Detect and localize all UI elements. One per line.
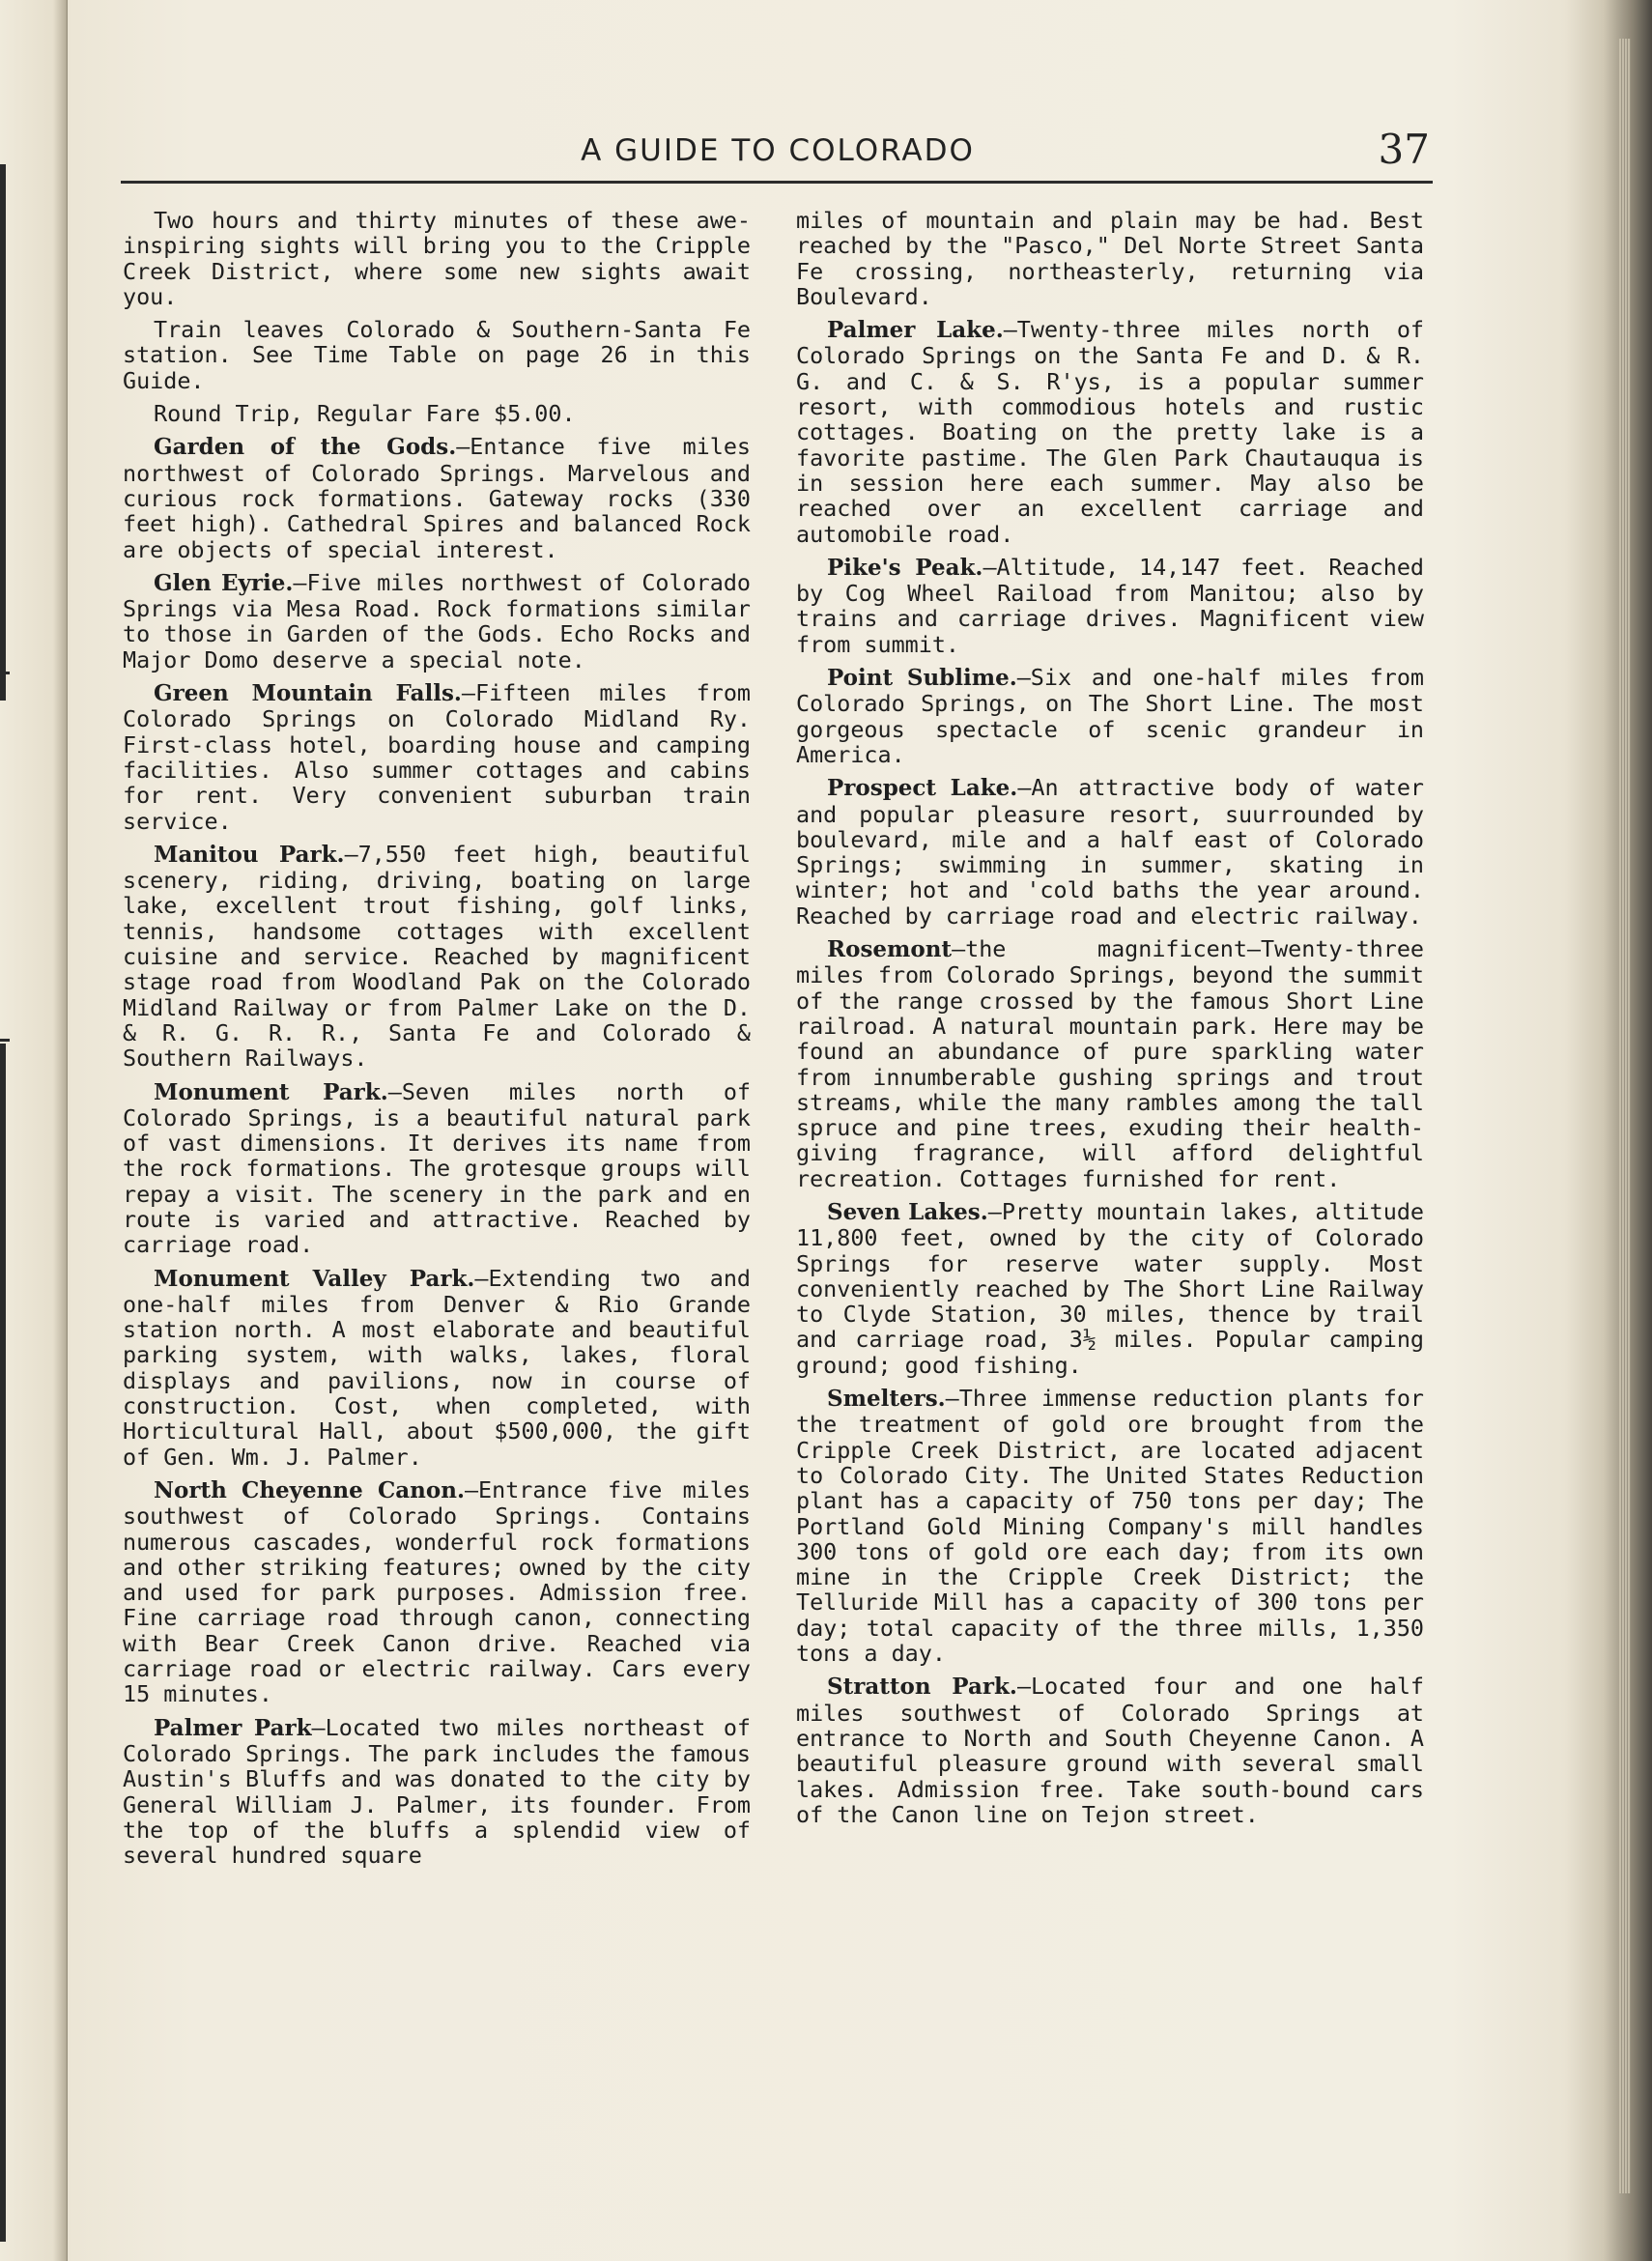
previous-page-tick xyxy=(0,1039,10,1042)
entry-text: Two hours and thirty minutes of these awe-inspiring sights will bring you to the Cripple Creek District, where some new sights await you. xyxy=(123,207,751,310)
entry-text: —Extending two and one-half miles from Denver & Rio Grande station north. A most elaborate and beautiful parking system, with walks, lakes, floral displays and pavilions, now in course of construction. Cost, when completed, with Horticultural Hall, about $500,000, the gift of Gen. Wm. J. Palmer. xyxy=(123,1264,751,1471)
right-column xyxy=(796,208,1424,1835)
entry-text: —Seven miles north of Colorado Springs, is a beautiful natural park of vast dimensions. It derives its name from the rock formations. The grotesque groups will repay a visit. The scenery in the park and en route is varied and attractive. Reached by carriage road. xyxy=(123,1077,751,1259)
guide-entry xyxy=(796,208,1424,309)
entry-heading: Manitou Park. xyxy=(154,841,345,868)
entry-heading: Palmer Park xyxy=(154,1714,312,1741)
entry-text: miles of mountain and plain may be had. Best reached by the "Pasco," Del Norte Street Santa Fe crossing, northeasterly, returning via Boulevard. xyxy=(796,207,1424,310)
guide-entry xyxy=(796,1674,1424,1827)
entry-text: Round Trip, Regular Fare $5.00. xyxy=(154,400,576,428)
entry-text: —the magnificent—Twenty-three miles from Colorado Springs, beyond the summit of the range crossed by the famous Short Line railroad. A natural mountain park. Here may be found an abundance of pure sparkling water from innumberable gushing springs and trout streams, while the many rambles among the tall spruce and pine trees, exuding their health-giving fragrance, will afford delightful recreation. Cottages furnished for rent. xyxy=(796,935,1424,1192)
guide-entry xyxy=(123,1266,751,1470)
guide-entry xyxy=(123,401,751,426)
entry-text: —Entrance five miles southwest of Colorado Springs. Contains numerous cascades, wonderful rock formations and other striking features; owned by the city and used for park purposes. Admission free. Fine carriage road through canon, connecting with Bear Creek Canon drive. Reached via carriage road or electric railway. Cars every 15 minutes. xyxy=(123,1475,751,1708)
page-stack-edge xyxy=(1619,39,1631,2193)
entry-heading: Point Sublime. xyxy=(827,665,1017,692)
entry-heading: North Cheyenne Canon. xyxy=(154,1476,465,1503)
entry-heading: Stratton Park. xyxy=(827,1674,1017,1701)
guide-entry xyxy=(796,317,1424,547)
entry-text: —Pretty mountain lakes, altitude 11,800 feet, owned by the city of Colorado Springs for reserve water supply. Most conveniently reached by The Short Line Railway to Clyde Station, 30 miles, thence by trail and carriage road, 3½ miles. Popular camping ground; good fishing. xyxy=(796,1197,1424,1379)
entry-text: —Altitude, 14,147 feet. Reached by Cog Wheel Raiload from Manitou; also by trains and carriage drives. Magnificent view from summit. xyxy=(796,553,1424,658)
guide-entry xyxy=(796,1199,1424,1378)
previous-page-rule xyxy=(0,164,6,701)
guide-entry xyxy=(123,1079,751,1258)
guide-entry xyxy=(123,570,751,673)
left-column xyxy=(123,208,751,1875)
entry-heading: Prospect Lake. xyxy=(827,775,1018,802)
entry-text: —Fifteen miles from Colorado Springs on Colorado Midland Ry. First-class hotel, boarding house and camping facilities. Also summer cottages and cabins for rent. Very convenient suburban train service. xyxy=(123,679,751,835)
header-rule xyxy=(121,181,1433,184)
entry-heading: Palmer Lake. xyxy=(827,317,1004,344)
guide-entry xyxy=(123,317,751,393)
entry-text: —Entance five miles northwest of Colorado Springs. Marvelous and curious rock formations. Gateway rocks (330 feet high). Cathedral Spires and balanced Rock are objects of special interest. xyxy=(123,433,751,563)
guide-entry xyxy=(123,208,751,309)
guide-entry xyxy=(796,555,1424,657)
entry-heading: Monument Park. xyxy=(154,1078,388,1105)
guide-entry xyxy=(123,434,751,561)
entry-heading: Smelters. xyxy=(827,1386,946,1413)
previous-page-edge xyxy=(0,0,68,2261)
entry-text: —Located four and one half miles southwest of Colorado Springs at entrance to North and South Cheyenne Canon. A beautiful pleasure ground with several small lakes. Admission free. Take south-bound cars of the Canon line on Tejon street. xyxy=(796,1673,1424,1828)
previous-page-tick xyxy=(0,672,10,674)
entry-text: —Three immense reduction plants for the treatment of gold ore brought from the Cripple Creek District, are located adjacent to Colorado City. The United States Reduction plant has a capacity of 750 tons per day; The Portland Gold Mining Company's mill handles 300 tons of gold ore each day; from its own mine in the Cripple Creek District; the Telluride Mill has a capacity of 300 tons per day; total capacity of the three mills, 1,350 tons a day. xyxy=(796,1385,1424,1668)
entry-text: —Five miles northwest of Colorado Springs via Mesa Road. Rock formations similar to those in Garden of the Gods. Echo Rocks and Major Domo deserve a special note. xyxy=(123,568,752,673)
entry-heading: Monument Valley Park. xyxy=(154,1265,475,1292)
entry-text: Train leaves Colorado & Southern-Santa Fe station. See Time Table on page 26 in this Guide. xyxy=(123,316,751,394)
page-number: 37 xyxy=(1378,126,1430,173)
guide-entry xyxy=(796,1386,1424,1666)
entry-heading: Glen Eyrie. xyxy=(154,569,294,596)
guide-entry xyxy=(123,842,751,1072)
entry-heading: Garden of the Gods. xyxy=(154,434,457,461)
entry-heading: Pike's Peak. xyxy=(827,554,983,581)
guide-entry xyxy=(123,1715,751,1869)
entry-text: —Twenty-three miles north of Colorado Springs on the Santa Fe and D. & R. G. and C. & S. R'ys, is a popular summer resort, with commodious hotels and rustic cottages. Boating on the pretty lake is a favorite pastime. The Glen Park Chautauqua is in session here each summer. May also be reached over an excellent carriage and automobile road. xyxy=(796,316,1424,548)
entry-heading: Green Mountain Falls. xyxy=(154,680,462,707)
entry-text: —Six and one-half miles from Colorado Springs, on The Short Line. The most gorgeous spectacle of scenic grandeur in America. xyxy=(796,664,1424,768)
guide-entry xyxy=(796,775,1424,929)
entry-text: —An attractive body of water and popular pleasure resort, suurrounded by boulevard, mile and a half east of Colorado Springs; swimming in summer, skating in winter; hot and 'cold baths the year around. Reached by carriage road and electric railway. xyxy=(796,774,1424,930)
guide-entry xyxy=(796,665,1424,767)
previous-page-rule xyxy=(0,1044,6,2242)
guide-entry xyxy=(796,936,1424,1191)
running-head xyxy=(126,126,1430,174)
entry-heading: Rosemont xyxy=(827,936,953,963)
guide-entry xyxy=(123,680,751,834)
guide-entry xyxy=(123,1477,751,1707)
entry-heading: Seven Lakes. xyxy=(827,1198,988,1225)
entry-text: —7,550 feet high, beautiful scenery, riding, driving, boating on large lake, excellent trout fishing, golf links, tennis, handsome cottages with excellent cuisine and service. Reached by magnificent stage road from Woodland Pak on the Colorado Midland Railway or from Palmer Lake on the D. & R. G. R. R., Santa Fe and Colorado & Southern Railways. xyxy=(123,840,751,1073)
running-title: A GUIDE TO COLORADO xyxy=(581,133,975,168)
entry-text: —Located two miles northeast of Colorado Springs. The park includes the famous Austin's Bluffs and was donated to the city by General William J. Palmer, its founder. From the top of the bluffs a splendid view of several hundred square xyxy=(123,1713,751,1870)
